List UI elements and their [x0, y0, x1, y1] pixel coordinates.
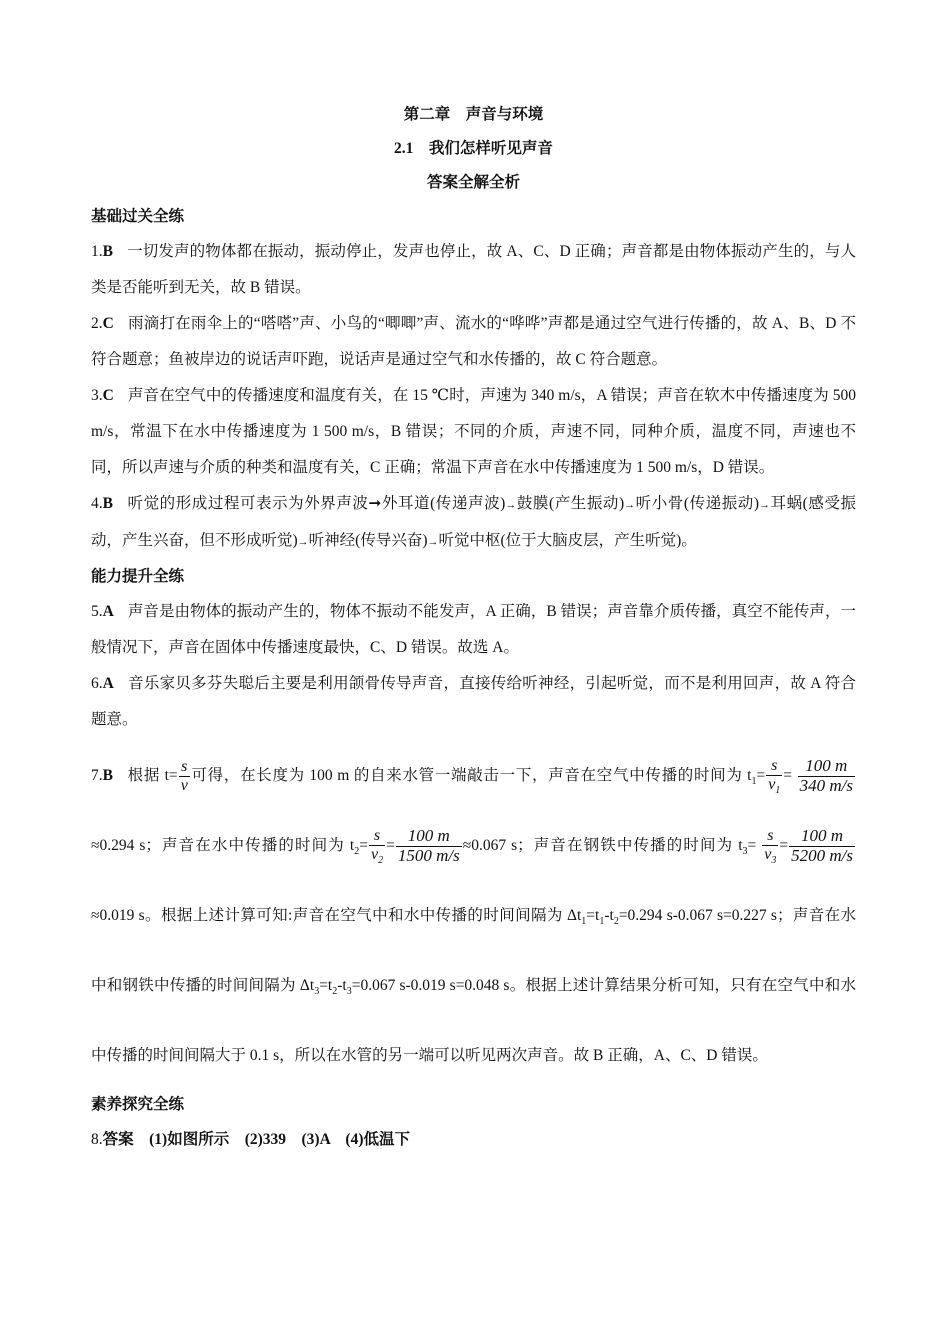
arrow-icon: →	[758, 499, 770, 511]
answer-letter: A	[102, 603, 114, 620]
fraction-air: $\frac{100 m}{340 m/s}$	[799, 756, 853, 795]
arrow-icon: →	[505, 499, 517, 511]
section-basic: 基础过关全练	[91, 208, 185, 225]
fraction-s-over-v2: $\frac{s}{v_2}$	[370, 827, 384, 866]
fraction-water: $\frac{100 m}{1500 m/s}$	[397, 826, 460, 866]
answer-page	[91, 98, 856, 1158]
answer-3: 3.C 声音在空气中的传播速度和温度有关，在 15 ℃时，声速为 340 m/s，A 错误；声音在软木中传播速度为 500 m/s，常温下在水中传播速度为 1 500 m/s，B 错误；不同的介质，声速不同，同种介质，温度不同，声速也不同，所以声速与介质的种类和温度有关，C 正确；常温下声音在水中传播速度为 1 500 m/s，D 错误。	[91, 387, 856, 476]
doc-title: 答案全解全析	[426, 174, 520, 191]
answer-letter: B	[102, 767, 113, 784]
fraction-s-over-v3: $\frac{s}{v_3}$	[764, 827, 777, 866]
section-literacy: 素养探究全练	[91, 1096, 185, 1114]
answer-2: 2.C 雨滴打在雨伞上的“嗒嗒”声、小鸟的“唧唧”声、流水的“哗哗”声都是通过空气进行传播的，故 A、B、D 不符合题意；鱼被岸边的说话声吓跑，说话声是通过空气和水传播的，故 C 符合题意。	[91, 315, 856, 368]
fraction-s-over-v1: $\frac{s}{v_1}$	[768, 757, 781, 796]
answer-letter: C	[102, 387, 114, 404]
answer-4: 4.B 听觉的形成过程可表示为外界声波➞外耳道(传递声波)→鼓膜(产生振动)→听小骨(传递振动)→耳蜗(感受振动，产生兴奋，但不形成听觉)→听神经(传导兴奋)→听觉中枢(位于大脑皮层，产生听觉)。	[91, 495, 857, 549]
answer-5: 5.A 声音是由物体的振动产生的，物体不振动不能发声，A 正确，B 错误；声音靠介质传播，真空不能传声，一般情况下，声音在固体中传播速度最快，C、D 错误。故选 A。	[91, 603, 856, 656]
arrow-icon: →	[427, 536, 439, 548]
answer-letter: B	[102, 495, 113, 512]
answer-1: 1.B 一切发声的物体都在振动，振动停止，发声也停止，故 A、C、D 正确；声音都是由物体振动产生的，与人类是否能听到无关，故 B 错误。	[91, 243, 856, 296]
answer-letter: C	[102, 315, 114, 332]
answer-8: 8.答案 (1)如图所示 (2)339 (3)A (4)低温下	[91, 1131, 411, 1149]
answer-6: 6.A 音乐家贝多芬失聪后主要是利用颌骨传导声音，直接传给听神经，引起听觉，而不是利用回声，故 A 符合题意。	[91, 675, 856, 728]
section-ability: 能力提升全练	[91, 568, 185, 585]
fraction-steel: $\frac{100 m}{5200 m/s}$	[791, 826, 853, 866]
section-title: 2.1 我们怎样听见声音	[394, 140, 553, 157]
answer-letter: B	[102, 243, 113, 260]
arrow-icon: →	[297, 536, 309, 548]
chapter-title: 第二章 声音与环境	[403, 106, 544, 123]
arrow-icon: →	[624, 499, 636, 511]
answer-7: 7.B 根据 t= $\frac{s}{v}$ 可得，在长度为 100 m 的自来水管一端敲击一下，声音在空气中传播的时间为 $t_1=$ $\frac{s}{v_1}$ = $\frac{100 m}{340 m/s}$ ≈0.294 s；声音在水中传播的时间为 $t_2=$ $\frac{s}{v_2}$ = $\frac{100 m}{1500 m/s}$ ≈0.067 s；声音在钢铁中传播的时间为 $t_3=$ $\frac{s}{v_3}$ = $\frac{100 m}{5200 m/s}$ ≈0.019 s。根据上述计算可知:声音在空气中和水中传播的时间间隔为 $\Delta t_1=t_1-t_2=0.294$ s-0.067 s=0.227 s；声音在水中和钢铁中传播的时间间隔为 $\Delta t_3=t_2-t_3=0.067$ s-0.019 s=0.048 s。根据上述计算结果分析可知，只有在空气中和水中传播的时间间隔大于 0.1 s，所以在水管的另一端可以听见两次声音。故 B 正确，A、C、D 错误。	[91, 756, 857, 1065]
answer-letter: A	[102, 675, 114, 692]
fraction-s-over-v: $\frac{s}{v}$	[180, 758, 188, 794]
